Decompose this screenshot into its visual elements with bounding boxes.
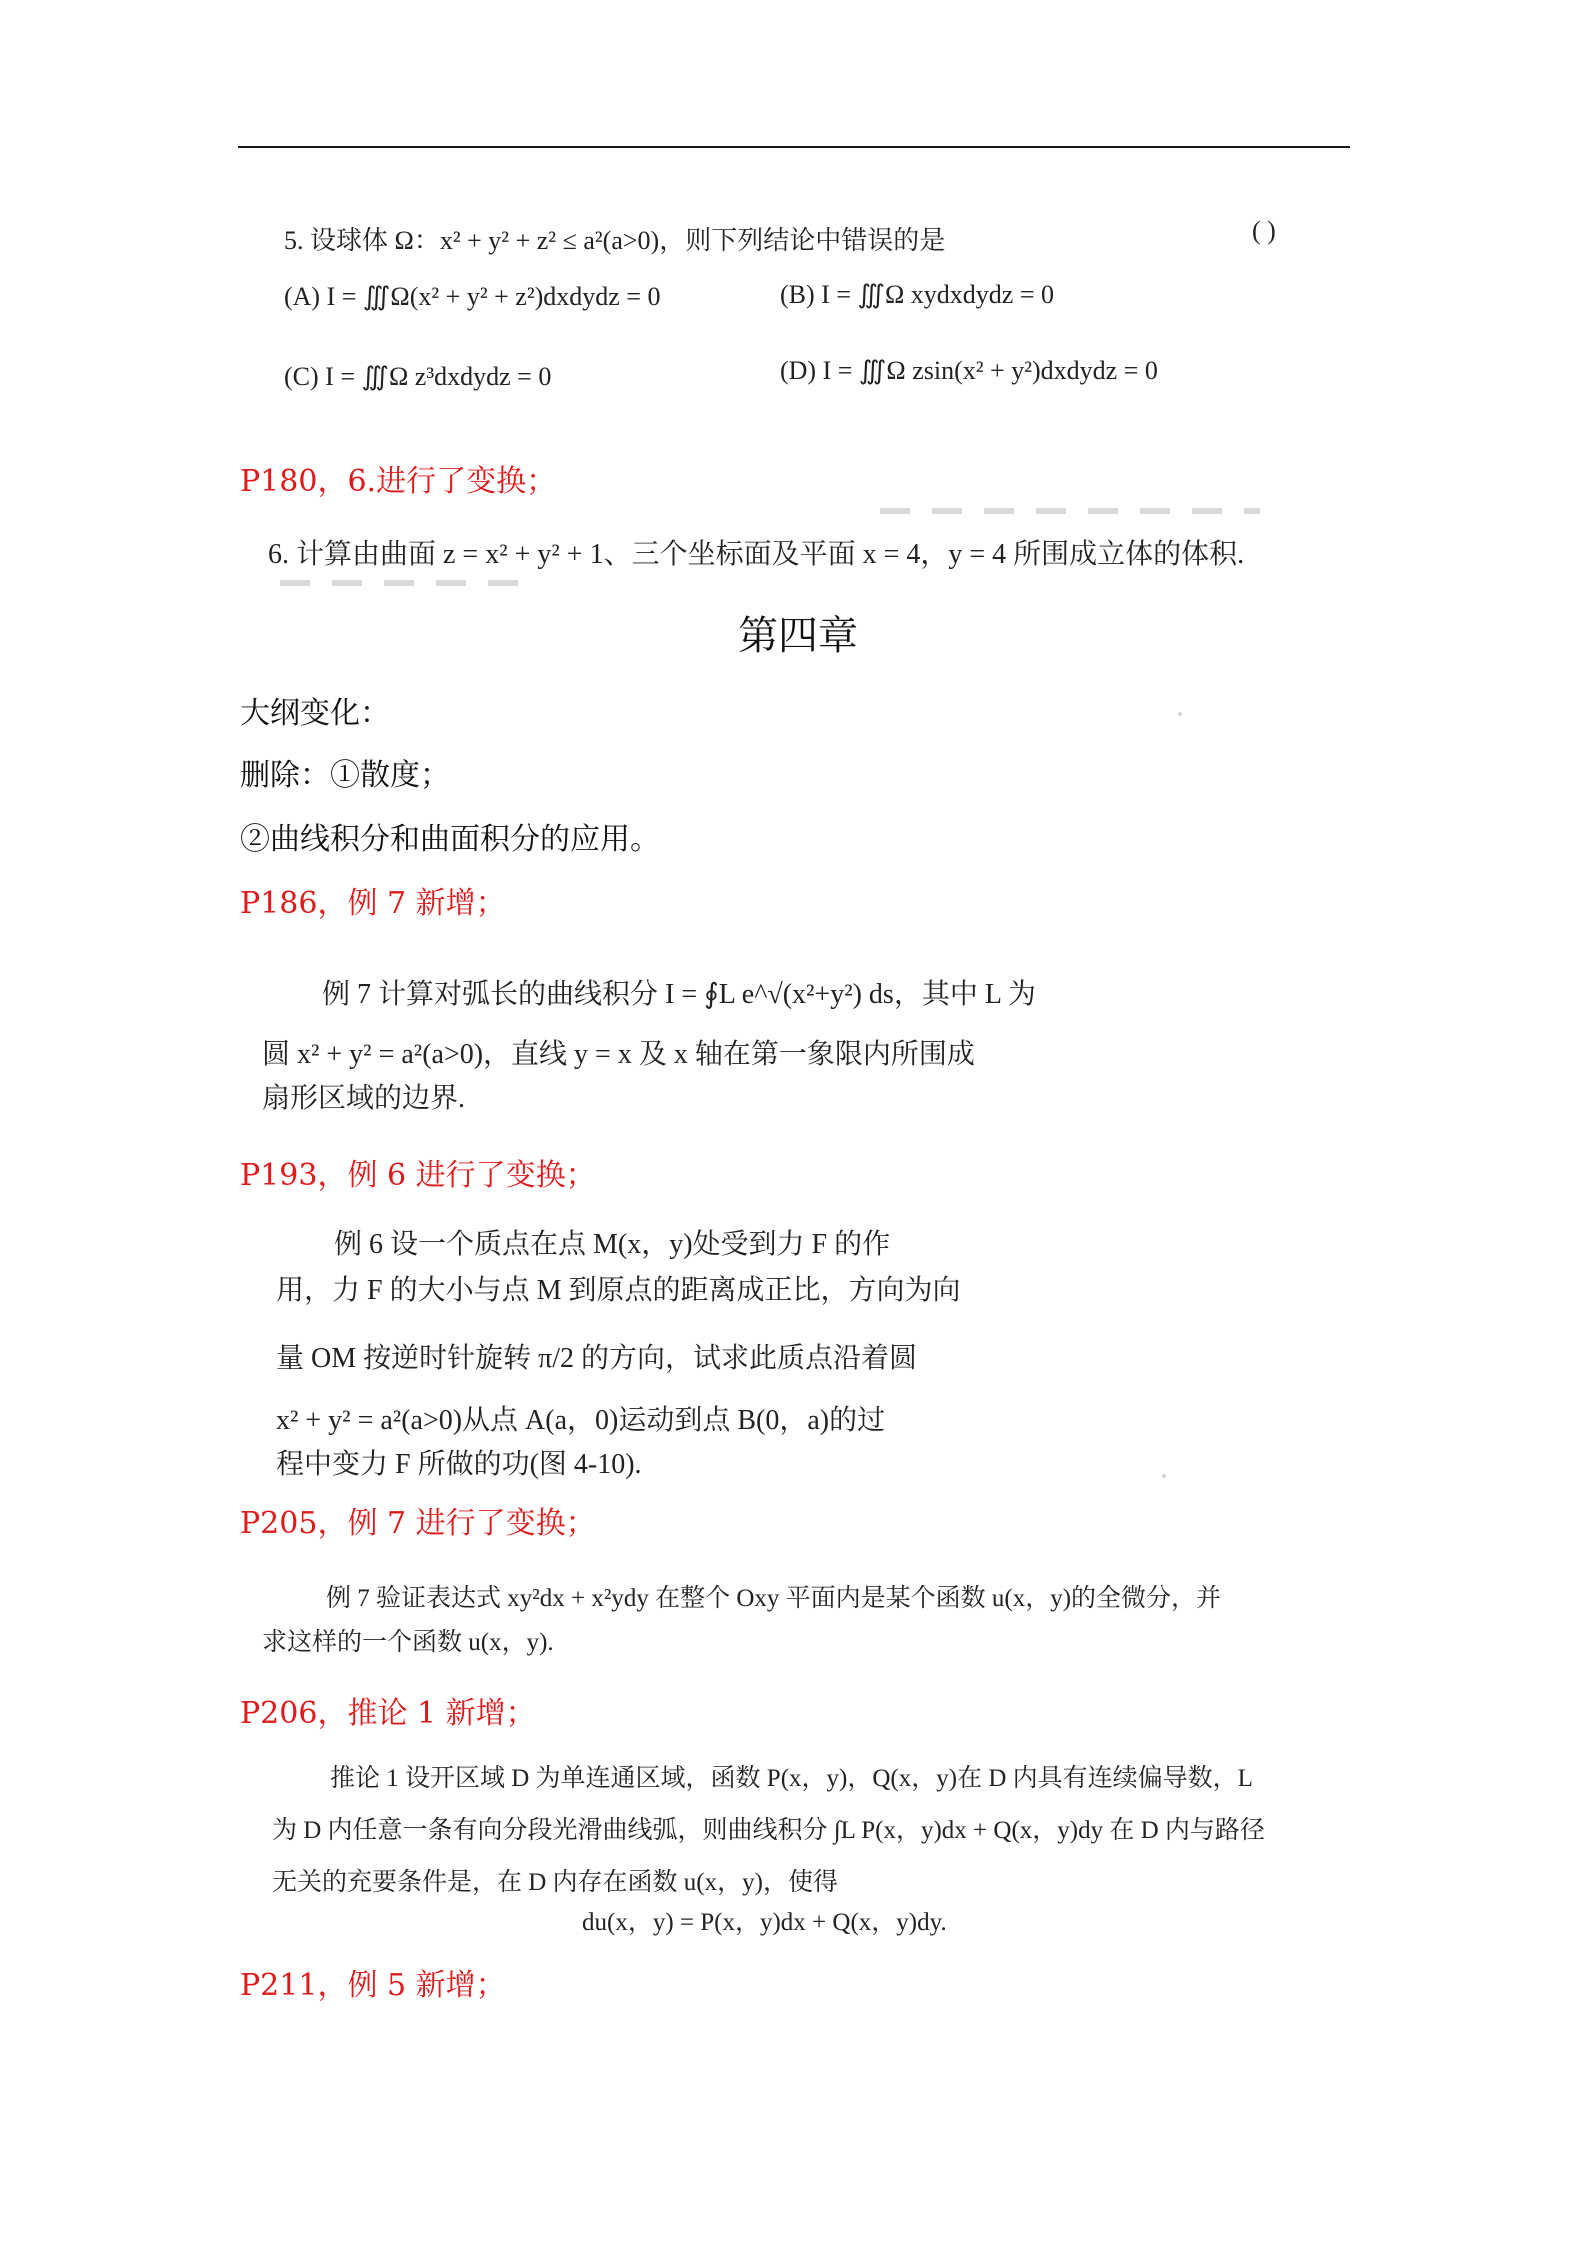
outline-label: 大纲变化： <box>240 696 390 731</box>
ex6-193-line3: 量 OM 按逆时针旋转 π/2 的方向，试求此质点沿着圆 <box>276 1343 918 1374</box>
ex6-193-line5: 程中变力 F 所做的功(图 4-10). <box>276 1449 642 1480</box>
note-p180: P180，6.进行了变换； <box>240 464 557 499</box>
chapter-title: 第四章 <box>738 613 858 659</box>
ex6-193-line4: x² + y² = a²(a>0)从点 A(a，0)运动到点 B(0，a)的过 <box>276 1405 886 1436</box>
q5-answer-paren: ( ) <box>1252 216 1276 245</box>
q6-text: 6. 计算由曲面 z = x² + y² + 1、三个坐标面及平面 x = 4，y = 4 所围成立体的体积. <box>268 539 1245 570</box>
note-p211: P211，例 5 新增； <box>240 1968 506 2003</box>
ex7-205-line1: 例 7 验证表达式 xy²dx + x²ydy 在整个 Oxy 平面内是某个函数 u(x，y)的全微分，并 <box>326 1585 1222 1612</box>
cor1-line3: 无关的充要条件是，在 D 内存在函数 u(x，y)，使得 <box>272 1869 838 1896</box>
scan-cropped-line-bottom <box>280 580 540 586</box>
q5-option-b: (B) I = ∭Ω xydxdydz = 0 <box>780 280 1054 309</box>
cor1-line1: 推论 1 设开区域 D 为单连通区域，函数 P(x，y)，Q(x，y)在 D 内具有连续偏导数，L <box>330 1765 1253 1792</box>
cor1-line2: 为 D 内任意一条有向分段光滑曲线弧，则曲线积分 ∫L P(x，y)dx + Q(x，y)dy 在 D 内与路径 <box>272 1817 1265 1844</box>
scan-cropped-line-top <box>880 508 1260 514</box>
q5-option-a: (A) I = ∭Ω(x² + y² + z²)dxdydz = 0 <box>284 282 661 311</box>
scan-speck <box>1178 712 1182 716</box>
note-p193: P193，例 6 进行了变换； <box>240 1158 596 1193</box>
q5-stem: 5. 设球体 Ω：x² + y² + z² ≤ a²(a>0)，则下列结论中错误的是 <box>284 226 946 255</box>
scan-speck <box>1162 1474 1166 1478</box>
ex7-186-line2: 圆 x² + y² = a²(a>0)，直线 y = x 及 x 轴在第一象限内所围成 <box>262 1039 975 1070</box>
ex7-186-line3: 扇形区域的边界. <box>262 1083 466 1114</box>
note-p206: P206，推论 1 新增； <box>240 1696 536 1731</box>
cor1-line4: du(x，y) = P(x，y)dx + Q(x，y)dy. <box>582 1909 947 1936</box>
q5-option-d: (D) I = ∭Ω zsin(x² + y²)dxdydz = 0 <box>780 356 1158 385</box>
note-p186: P186，例 7 新增； <box>240 886 506 921</box>
ex6-193-line1: 例 6 设一个质点在点 M(x，y)处受到力 F 的作 <box>334 1229 891 1260</box>
ex6-193-line2: 用，力 F 的大小与点 M 到原点的距离成正比，方向为向 <box>276 1275 961 1306</box>
ex7-186-line1: 例 7 计算对弧长的曲线积分 I = ∮L e^√(x²+y²) ds，其中 L 为 <box>322 979 1036 1010</box>
deleted-item-1: 删除：①散度； <box>240 758 450 793</box>
header-rule <box>238 146 1350 148</box>
deleted-item-2: ②曲线积分和曲面积分的应用。 <box>240 822 660 857</box>
q5-option-c: (C) I = ∭Ω z³dxdydz = 0 <box>284 362 552 391</box>
ex7-205-line2: 求这样的一个函数 u(x，y). <box>262 1629 554 1656</box>
note-p205: P205，例 7 进行了变换； <box>240 1506 596 1541</box>
